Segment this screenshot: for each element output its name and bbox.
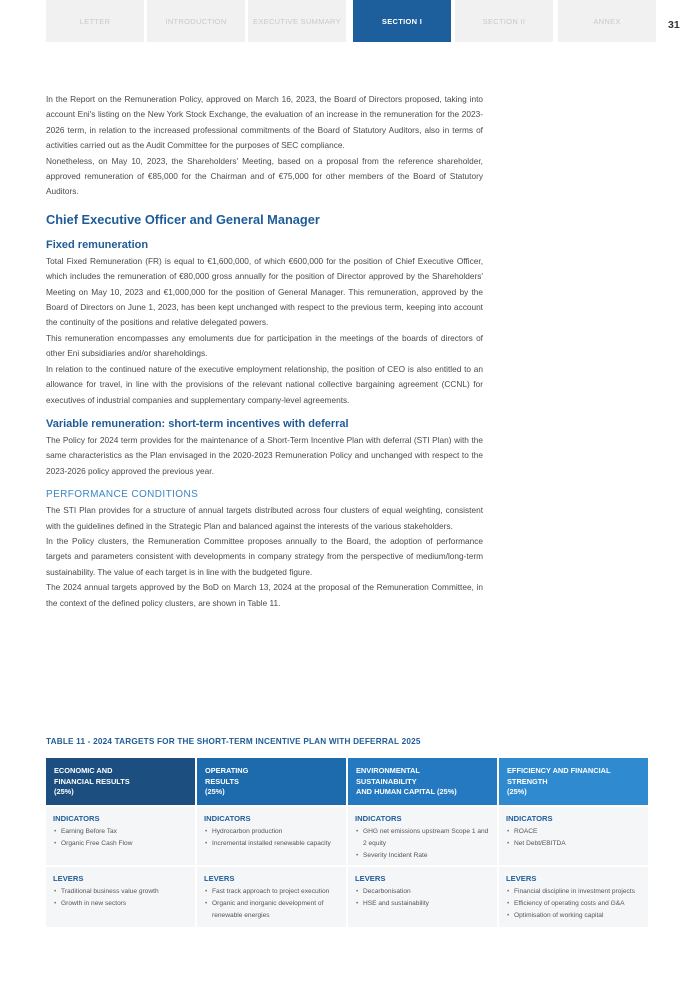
- levers-cell: [348, 867, 497, 927]
- header-line: OPERATING: [205, 766, 249, 775]
- header-line: (25%): [507, 787, 527, 796]
- header-line: EFFICIENCY AND FINANCIAL: [507, 766, 611, 775]
- indicators-cell: [348, 807, 497, 865]
- performance-paragraph-1: The STI Plan provides for a structure of annual targets distributed across four clusters of equal weighting, consistent with the guidelines defined in the Strategic Plan and balanced against the interests of the various stakeholders.: [46, 505, 483, 531]
- header-line: ECONOMIC AND: [54, 766, 113, 775]
- tab-section-ii[interactable]: SECTION II: [455, 0, 553, 42]
- list-item: • Decarbonisation: [355, 886, 490, 898]
- header-line: RESULTS: [205, 776, 239, 786]
- table-header-cell: [197, 758, 346, 805]
- performance-paragraph-3: The 2024 annual targets approved by the BoD on March 13, 2024 at the proposal of the Remuneration Committee, in the context of the defined policy clusters, are shown in Table 11.: [46, 582, 483, 608]
- list-item: • Severity Incident Rate: [355, 850, 490, 862]
- fixed-remuneration-heading: Fixed remuneration: [46, 238, 149, 251]
- list-item: • Optimisation of working capital: [506, 910, 641, 922]
- levers-label: LEVERS: [355, 874, 386, 883]
- list-item: • Fast track approach to project execution: [204, 886, 339, 898]
- header-line: AND HUMAN CAPITAL (25%): [356, 787, 457, 796]
- header-line: (25%): [205, 787, 225, 796]
- indicators-label: INDICATORS: [53, 814, 100, 823]
- indicators-cell: [499, 807, 648, 865]
- indicators-cell: [197, 807, 346, 865]
- list-item: • Efficiency of operating costs and G&A: [506, 898, 641, 910]
- levers-cell: [197, 867, 346, 927]
- list-item: • Organic and inorganic development of renewable energies: [204, 898, 339, 922]
- tab-letter[interactable]: LETTER: [46, 0, 144, 42]
- indicators-row: [46, 807, 653, 865]
- table-header-cell: [499, 758, 648, 805]
- indicators-label: INDICATORS: [506, 814, 553, 823]
- levers-row: [46, 867, 653, 927]
- indicators-cell: [46, 807, 195, 865]
- indicators-label: INDICATORS: [204, 814, 251, 823]
- tab-section-i[interactable]: SECTION I: [353, 0, 451, 42]
- table-header-cell: [46, 758, 195, 805]
- table-header-row: [46, 758, 653, 805]
- ceo-heading: Chief Executive Officer and General Manager: [46, 211, 320, 227]
- levers-label: LEVERS: [53, 874, 84, 883]
- variable-paragraph-1: The Policy for 2024 term provides for the maintenance of a Short-Term Incentive Plan with deferral (STI Plan) with the same characteristics as the Plan envisaged in the 2020-2023 Remuneration Policy and unchanged with respect to the 2023-2026 policy approved the previous year.: [46, 434, 483, 476]
- levers-cell: [46, 867, 195, 927]
- list-item: • Hydrocarbon production: [204, 826, 339, 838]
- tab-introduction[interactable]: INTRODUCTION: [147, 0, 245, 42]
- header-line: FINANCIAL RESULTS: [54, 776, 130, 786]
- performance-conditions-heading: PERFORMANCE CONDITIONS: [46, 489, 199, 501]
- header-line: ENVIRONMENTAL: [356, 766, 420, 775]
- header-line: STRENGTH: [507, 776, 548, 786]
- levers-label: LEVERS: [506, 874, 537, 883]
- fixed-paragraph-3: In relation to the continued nature of the executive employment relationship, the position of CEO is also entitled to an allowance for travel, in line with the provisions of the relevant national collective bargaining agreement (CCNL) for executives of industrial companies and supplementary company-level agreements.: [46, 363, 483, 405]
- intro-paragraph-1: In the Report on the Remuneration Policy, approved on March 16, 2023, the Board of Directors proposed, taking into account Eni's listing on the New York Stock Exchange, the evaluation of an increase in the remuneration for the 2023-2026 term, in relation to the increased professional commitments of the Board of Statutory Auditors, also in terms of activities carried out as the Audit Committee for the purposes of SEC compliance.: [46, 94, 483, 151]
- tab-annex[interactable]: ANNEX: [558, 0, 656, 42]
- table-title: TABLE 11 - 2024 TARGETS FOR THE SHORT-TERM INCENTIVE PLAN WITH DEFERRAL 2025: [46, 737, 421, 746]
- variable-remuneration-heading: Variable remuneration: short-term incentives with deferral: [46, 417, 349, 430]
- indicators-label: INDICATORS: [355, 814, 402, 823]
- list-item: • Financial discipline in investment projects: [506, 886, 641, 898]
- list-item: • HSE and sustainability: [355, 898, 490, 910]
- section-nav: [46, 0, 650, 42]
- intro-paragraph-2: Nonetheless, on May 10, 2023, the Shareholders' Meeting, based on a proposal from the reference shareholder, approved remuneration of €85,000 for the Chairman and of €75,000 for other members of the Board of Statutory Auditors.: [46, 155, 483, 197]
- header-line: (25%): [54, 787, 74, 796]
- levers-cell: [499, 867, 648, 927]
- list-item: • Traditional business value growth: [53, 886, 188, 898]
- targets-table: [46, 758, 653, 927]
- list-item: • Organic Free Cash Flow: [53, 838, 188, 850]
- page-number: 31: [668, 19, 680, 31]
- performance-paragraph-2: In the Policy clusters, the Remuneration Committee proposes annually to the Board, the adoption of performance targets and parameters consistent with developments in company strategy from the perspective of medium/long-term sustainability. The value of each target is in line with the budgeted figure.: [46, 535, 483, 577]
- list-item: • Net Debt/EBITDA: [506, 838, 641, 850]
- list-item: • ROACE: [506, 826, 641, 838]
- header-line: SUSTAINABILITY: [356, 776, 417, 786]
- list-item: • Earning Before Tax: [53, 826, 188, 838]
- levers-label: LEVERS: [204, 874, 235, 883]
- list-item: • Growth in new sectors: [53, 898, 188, 910]
- fixed-paragraph-1: Total Fixed Remuneration (FR) is equal to €1,600,000, of which €600,000 for the position of Chief Executive Officer, which includes the remuneration of €80,000 gross annually for the position of Director approved by the Shareholders' Meeting on May 10, 2023 and €1,000,000 for the position of General Manager. This remuneration, approved by the Board of Directors on June 1, 2023, has been kept unchanged with respect to the previous term, keeping into account the continuity of the positions and relative delegated powers.: [46, 255, 483, 328]
- table-header-cell: [348, 758, 497, 805]
- list-item: • GHG net emissions upstream Scope 1 and 2 equity: [355, 826, 490, 850]
- fixed-paragraph-2: This remuneration encompasses any emoluments due for participation in the meetings of the boards of directors of other Eni subsidiaries and/or shareholdings.: [46, 332, 483, 359]
- list-item: • Incremental installed renewable capacity: [204, 838, 339, 850]
- tab-executive-summary[interactable]: EXECUTIVE SUMMARY: [248, 0, 346, 42]
- main-content: [46, 92, 483, 611]
